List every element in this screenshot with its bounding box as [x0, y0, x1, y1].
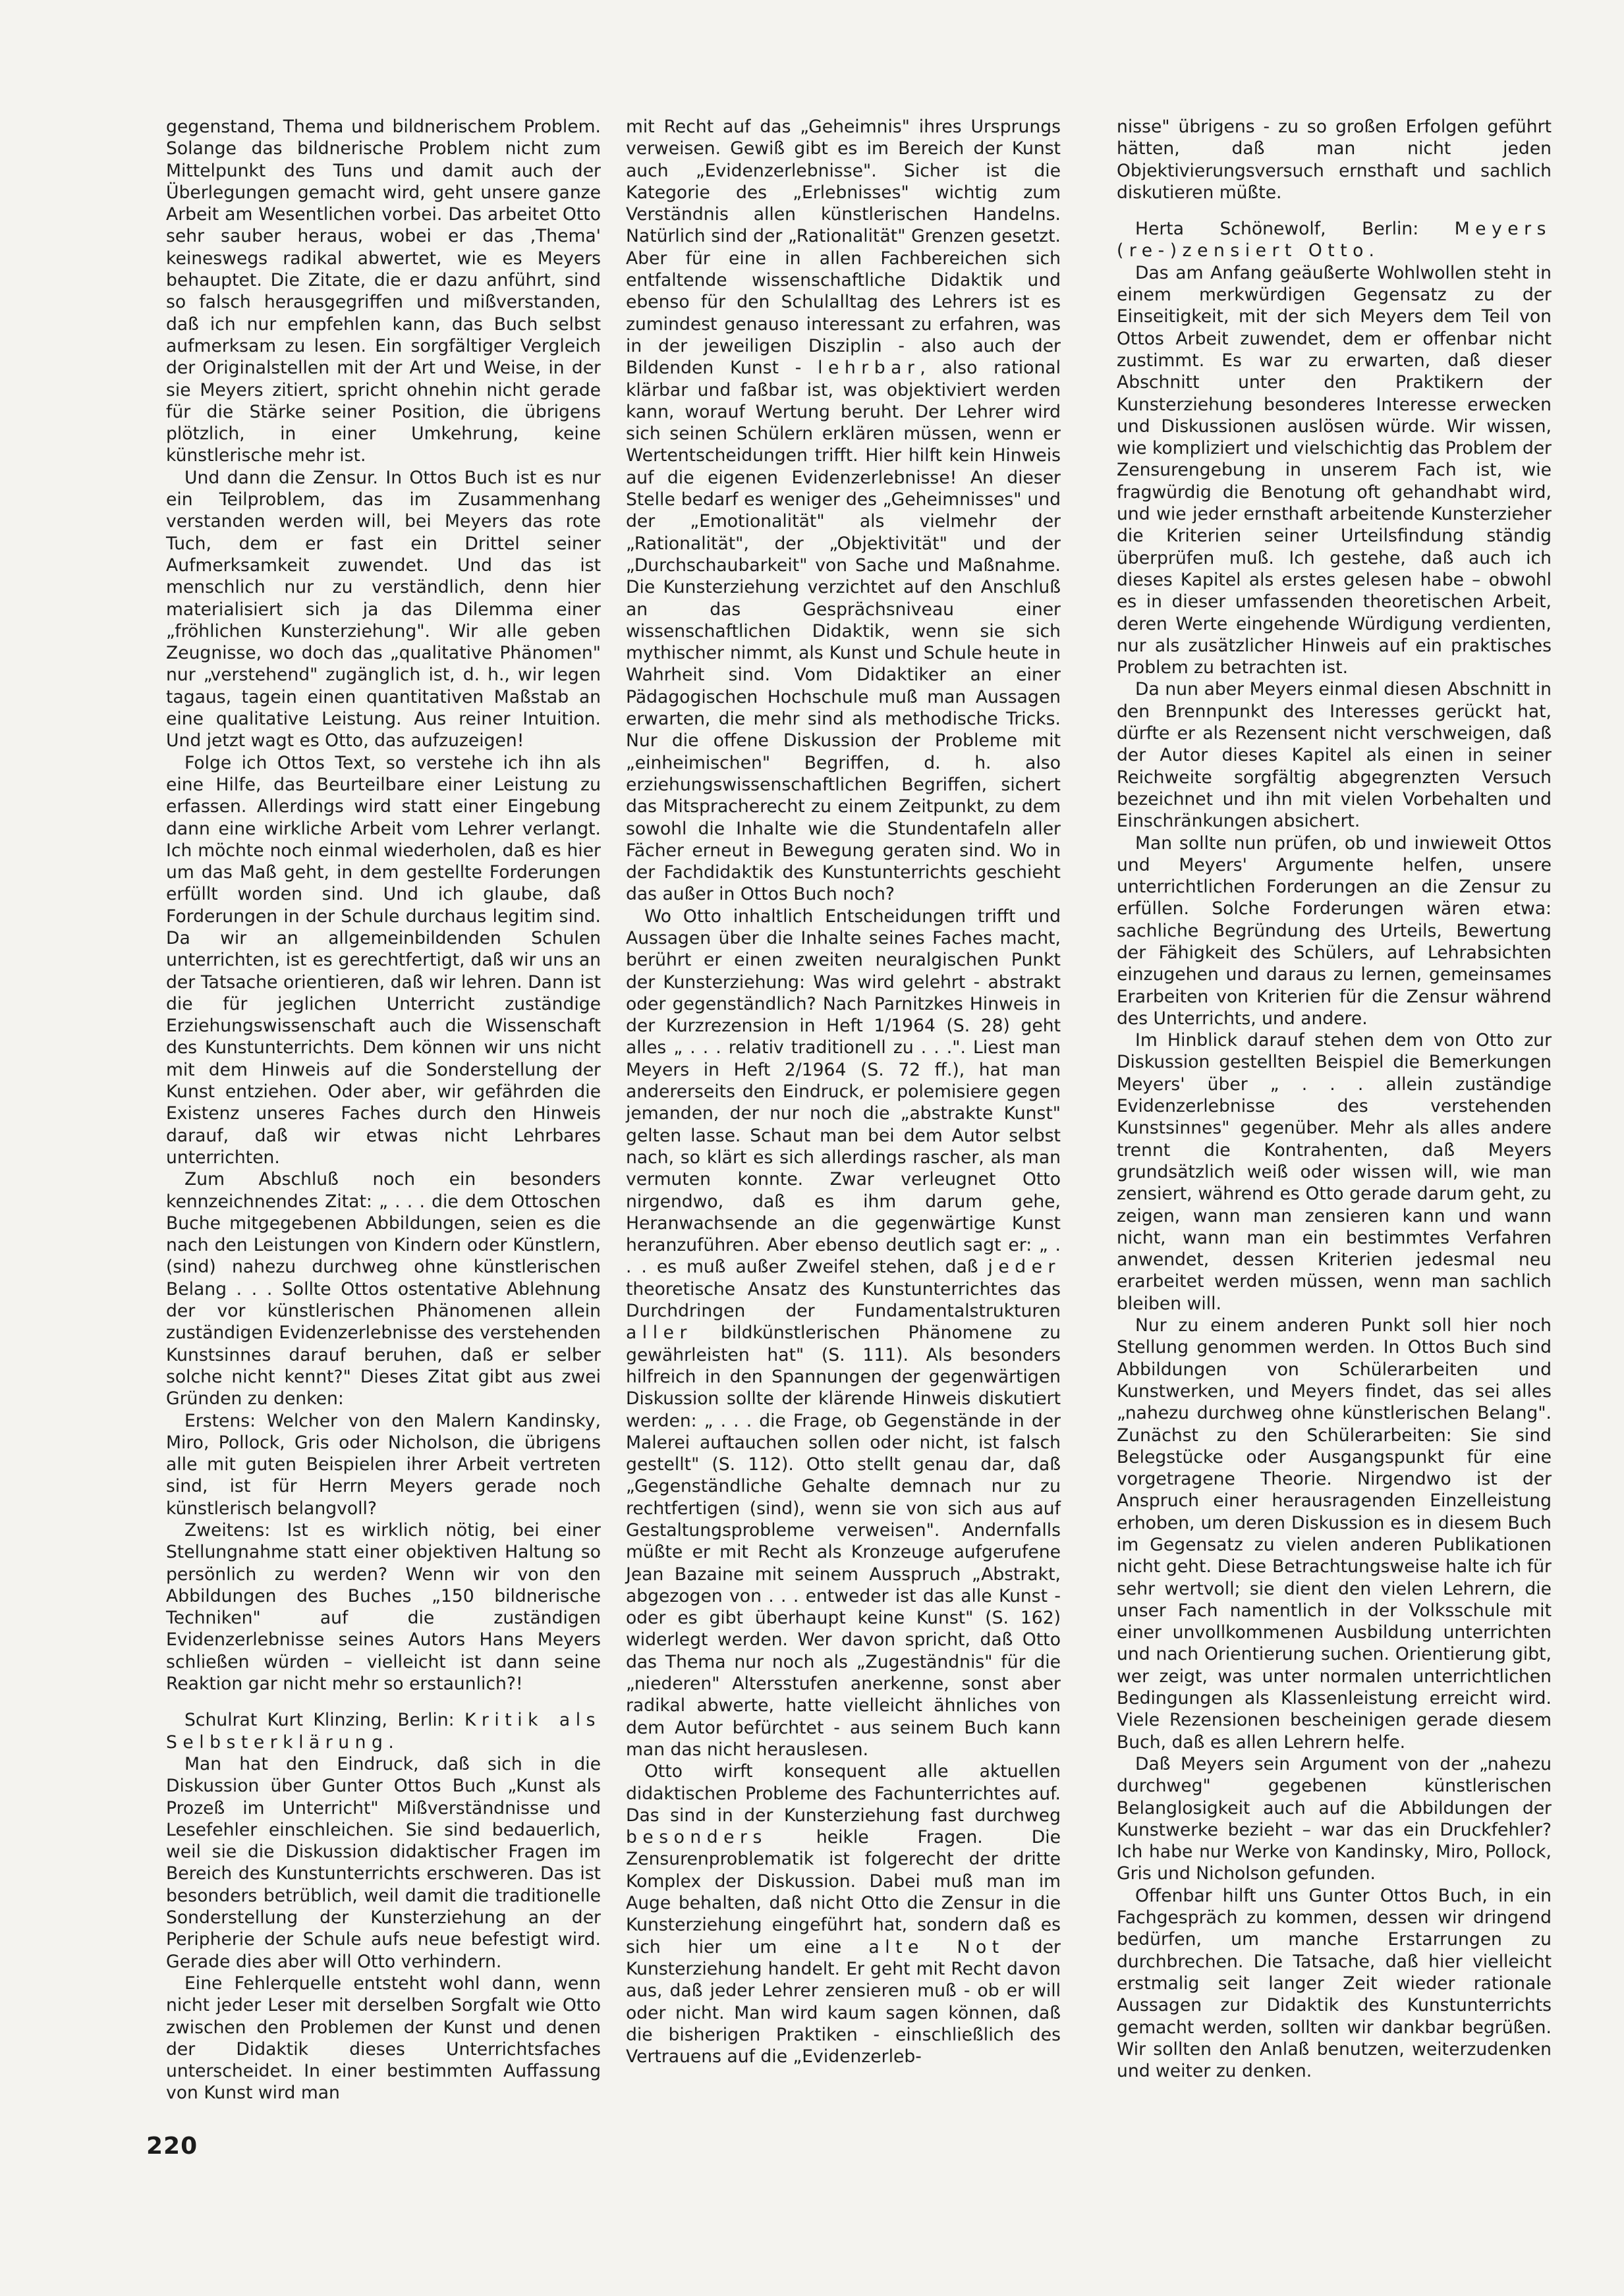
paragraph: Man hat den Eindruck, daß sich in die Diskussion über Gunter Ottos Buch „Kunst als Prozeß im Unterricht" Mißverständnisse und Lesefehler einschleichen. Sie sind bedauerlich, weil sie die Diskussion didaktischer Fragen im Bereich des Kunstunterrichts erschweren. Das ist besonders betrüblich, weil damit die traditionelle Sonderstellung der Kunsterziehung an der Peripherie der Schule aufs neue befestigt wird. Gerade dies aber will Otto verhindern.	[166, 1753, 601, 1972]
emphasis: jeder	[988, 1257, 1061, 1278]
paragraph: Man sollte nun prüfen, ob und inwieweit Ottos und Meyers' Argumente helfen, unsere unterrichtlichen Forderungen an die Zensur zu erfüllen. Solche Forderungen wären etwa: sachliche Begründung des Urteils, Bewertung der Fähigkeit des Schülers, auf Lehrabsichten einzugehen und daraus zu lernen, gemeinsames Erarbeiten von Kriterien für die Zensur während des Unterrichts, und andere.	[1117, 833, 1552, 1029]
paragraph: Folge ich Ottos Text, so verstehe ich ihn als eine Hilfe, das Beurteilbare einer Leistung zu erfassen. Allerdings wird statt einer Eingebung dann eine wirkliche Arbeit vom Lehrer verlangt. Ich möchte noch einmal wiederholen, daß es hier um das Maß geht, in dem gestellte Forderungen erfüllt worden sind. Und ich glaube, daß Forderungen in der Schule durchaus legitim sind. Da wir an allgemeinbildenden Schulen unterrichten, ist es gerechtfertigt, daß wir uns an der Tatsache orientieren, daß wir lehren. Dann ist die für jeglichen Unterricht zuständige Erziehungswissenschaft auch die Wissenschaft des Kunstunterrichts. Dem können wir uns nicht mit dem Hinweis auf die Sonderstellung der Kunst entziehen. Oder aber, wir gefährden die Existenz unseres Faches durch den Hinweis darauf, daß wir etwas nicht Lehrbares unterrichten.	[166, 752, 601, 1168]
paragraph: mit Recht auf das „Geheimnis" ihres Ursprungs verweisen. Gewiß gibt es im Bereich der Kunst auch „Evidenzerlebnisse". Sicher ist die Kategorie des „Erlebnisses" wichtig zum Verständnis allen künstlerischen Handelns. Natürlich sind der „Rationalität" Grenzen gesetzt. Aber für eine in allen Fachbereichen sich entfaltende wissenschaftliche Didaktik und ebenso für den Schulalltag des Lehrers ist es zumindest genauso interessant zu erfahren, was in der jeweiligen Disziplin - also auch der Bildenden Kunst - lehrbar, also rational klärbar und faßbar ist, was objektiviert werden kann, worauf Wertung beruht. Der Lehrer wird sich seinen Schülern erklären müssen, wenn er Wertentscheidungen trifft. Hier hilft kein Hinweis auf die eigenen Evidenzerlebnisse! An dieser Stelle bedarf es weniger des „Geheimnisses" und der „Emotionalität" als vielmehr der „Rationalität", der „Objektivität" und der „Durchschaubarkeit" von Sache und Maßnahme. Die Kunsterziehung verzichtet auf den Anschluß an das Gesprächsniveau einer wissenschaftlichen Didaktik, wenn sie sich mythischer nimmt, als Kunst und Schule heute in Wahrheit sind. Vom Didaktiker an einer Pädagogischen Hochschule muß man Aussagen erwarten, die mehr sind als methodische Tricks. Nur die offene Diskussion der Probleme mit „einheimischen" Begriffen, d. h. also erziehungswissenschaftlichen Begriffen, sichert das Mitspracherecht zu einem Zeitpunkt, zu dem sowohl die Inhalte wie die Stundentafeln aller Fächer erneut in Bewegung geraten sind. Wo in der Fachdidaktik des Kunstunterrichts geschieht das außer in Ottos Buch noch?	[626, 117, 1061, 905]
emphasis: aller	[626, 1323, 692, 1344]
paragraph: Daß Meyers sein Argument von der „nahezu durchweg" gegebenen künstlerischen Belanglosigkeit auch auf die Abbildungen der Kunstwerke bezieht – war das ein Druckfehler? Ich habe nur Werke von Kandinsky, Miro, Pollock, Gris und Nicholson gefunden.	[1117, 1753, 1552, 1884]
emphasis: besonders	[626, 1827, 768, 1848]
section-heading	[166, 1709, 601, 1753]
paragraph: Nur zu einem anderen Punkt soll hier noch Stellung genommen werden. In Ottos Buch sind Abbildungen von Schülerarbeiten und Kunstwerken, und Meyers findet, das sei alles „nahezu durchweg ohne künstlerischen Belang". Zunächst zu den Schülerarbeiten: Sie sind Belegstücke oder Ausgangspunkt für eine vorgetragene Theorie. Nirgendwo ist der Anspruch einer herausragenden Einzelleistung erhoben, um deren Diskussion es in diesem Buch im Gegensatz zu vielen anderen Publikationen nicht geht. Diese Betrachtungsweise halte ich für sehr wertvoll; sie dient den vielen Lehrern, die unser Fach namentlich in der Volksschule mit einer unvollkommenen Ausbildung unterrichten und nach Orientierung suchen. Orientierung gibt, wer zeigt, was unter normalen unterrichtlichen Bedingungen als Klassenleistung erreicht wird. Viele Rezensionen bescheinigen gerade diesem Buch, daß es allen Lehrern helfe.	[1117, 1315, 1552, 1753]
section-author: Herta Schönewolf, Berlin:	[1135, 219, 1419, 240]
paragraph: Erstens: Welcher von den Malern Kandinsky, Miro, Pollock, Gris oder Nicholson, die übrigens alle mit guten Beispielen ihrer Arbeit vertreten sind, ist für Herrn Meyers gerade noch künstlerisch belangvoll?	[166, 1410, 601, 1519]
paragraph: Offenbar hilft uns Gunter Ottos Buch, in ein Fachgespräch zu kommen, dessen wir dringend bedürfen, um manche Erstarrungen zu durchbrechen. Die Tatsache, daß hier vielleicht erstmalig seit langer Zeit wieder rationale Aussagen zur Didaktik des Kunstunterrichts gemacht werden, sollten wir dankbar begrüßen. Wir sollten den Anlaß benutzen, weiterzudenken und weiter zu denken.	[1117, 1885, 1552, 2082]
section-author: Schulrat Kurt Klinzing, Berlin:	[184, 1710, 455, 1731]
paragraph: gegenstand, Thema und bildnerischem Problem. Solange das bildnerische Problem nicht zum Mittelpunkt des Tuns und damit auch der Überlegungen gemacht wird, geht unsere ganze Arbeit am Wesentlichen vorbei. Das arbeitet Otto sehr sauber heraus, wobei er das ‚Thema' keineswegs radikal abwertet, wie es Meyers behauptet. Die Zitate, die er dazu anführt, sind so falsch herausgegriffen und mißverstanden, daß ich nur empfehlen kann, das Buch selbst aufmerksam zu lesen. Ein sorgfältiger Vergleich der Originalstellen mit der Art und Weise, in der sie Meyers zitiert, spricht ohnehin nicht gerade für die Stärke seiner Position, die übrigens plötzlich, in einer Umkehrung, keine künstlerische mehr ist.	[166, 117, 601, 466]
text-column-right	[1117, 116, 1552, 2082]
paragraph: Zweitens: Ist es wirklich nötig, bei einer Stellungnahme statt einer objektiven Haltung so persönlich zu werden? Wenn wir von den Abbildungen des Buches „150 bildnerische Techniken" auf die zuständigen Evidenzerlebnisse seines Autors Hans Meyers schließen würden – vielleicht ist dann seine Reaktion gar nicht mehr so erstaunlich?!	[166, 1520, 601, 1695]
paragraph: Otto wirft konsequent alle aktuellen didaktischen Probleme des Fachunterrichtes auf. Das sind in der Kunsterziehung fast durchweg besonders heikle Fragen. Die Zensurenproblematik ist folgerecht der dritte Komplex der Diskussion. Dabei muß man im Auge behalten, daß nicht Otto die Zensur in die Kunsterziehung eingeführt hat, sondern daß es sich hier um eine alte Not der Kunsterziehung handelt. Er geht mit Recht davon aus, daß jeder Lehrer zensieren muß - ob er will oder nicht. Man wird kaum sagen können, daß die bisherigen Praktiken - einschließlich des Vertrauens auf die „Evidenzerleb-	[626, 1761, 1061, 2067]
paragraph: nisse" übrigens - zu so großen Erfolgen geführt hätten, daß man nicht jeden Objektivierungsversuch ernsthaft und sachlich diskutieren müßte.	[1117, 117, 1552, 203]
text-column-left	[166, 116, 601, 2104]
paragraph: Zum Abschluß noch ein besonders kennzeichnendes Zitat: „ . . . die dem Ottoschen Buche mitgegebenen Abbildungen, seien es die nach den Leistungen von Kindern oder Künstlern, (sind) nahezu durchweg ohne künstlerischen Belang . . . Sollte Ottos ostentative Ablehnung der vor künstlerischen Phänomenen allein zuständigen Evidenzerlebnisse des verstehenden Kunstsinnes darauf beruhen, daß er selber solche nicht kennt?" Dieses Zitat gibt aus zwei Gründen zu denken:	[166, 1169, 601, 1409]
paragraph: Im Hinblick darauf stehen dem von Otto zur Diskussion gestellten Beispiel die Bemerkungen Meyers' über „ . . . allein zuständige Evidenzerlebnisse des verstehenden Kunstsinnes" gegenüber. Mehr als alles andere trennt die Kontrahenten, daß Meyers grundsätzlich weiß oder wissen will, wie man zensiert, während es Otto gerade darum geht, zu zeigen, wann man zensieren kann und wann nicht, wann man ein bestimmtes Verfahren anwendet, dessen Kriterien jedesmal neu erarbeitet werden müssen, wenn man sachlich bleiben will.	[1117, 1030, 1552, 1314]
text-column-middle	[626, 116, 1061, 2067]
paragraph: Das am Anfang geäußerte Wohlwollen steht in einem merkwürdigen Gegensatz zu der Einseitigkeit, mit der sich Meyers dem Teil von Ottos Arbeit zuwendet, dem er offenbar nicht zustimmt. Es war zu erwarten, daß dieser Abschnitt unter den Praktikern der Kunsterziehung besonderes Interesse erwecken und Diskussionen auslösen würde. Wir wissen, wie kompliziert und vielschichtig das Problem der Zensurengebung in unserem Fach ist, wie fragwürdig die Benotung oft gehandhabt wird, und wie jeder ernsthaft arbeitende Kunsterzieher die Kriterien seiner Urteilsfindung ständig überprüfen muß. Ich gestehe, daß auch ich dieses Kapitel als erstes gelesen habe – obwohl es in dieser umfassenden theoretischen Arbeit, deren Werte eingehende Würdigung verdienten, nur als zusätzlicher Hinweis auf ein praktisches Problem zu betrachten ist.	[1117, 262, 1552, 678]
section-title: Kritik als Selbsterklärung.	[166, 1710, 601, 1753]
section-title: Meyers (re-)zensiert Otto.	[1117, 219, 1552, 261]
emphasis: lehrbar	[818, 358, 920, 379]
paragraph: Da nun aber Meyers einmal diesen Abschnitt in den Brennpunkt des Interesses gerückt hat, dürfte er als Rezensent nicht verschweigen, daß der Autor dieses Kapitel als einen in seiner Reichweite sorgfältig abgegrenzten Versuch bezeichnet und ihn mit vielen Vorbehalten und Einschränkungen absichert.	[1117, 679, 1552, 832]
section-heading	[1117, 218, 1552, 262]
paragraph: Wo Otto inhaltlich Entscheidungen trifft und Aussagen über die Inhalte seines Faches macht, berührt er einen zweiten neuralgischen Punkt der Kunsterziehung: Was wird gelehrt - abstrakt oder gegenständlich? Nach Parnitzkes Hinweis in der Kurzrezension in Heft 1/1964 (S. 28) geht alles „ . . . relativ traditionell zu . . .". Liest man Meyers in Heft 2/1964 (S. 72 ff.), hat man andererseits den Eindruck, er polemisiere gegen jemanden, der nur noch die „abstrakte Kunst" gelten lasse. Schaut man bei dem Autor selbst nach, so klärt es sich allerdings rascher, als man vermuten konnte. Zwar verleugnet Otto nirgendwo, daß es ihm darum gehe, Heranwachsende an die gegenwärtige Kunst heranzuführen. Aber ebenso deutlich sagt er: „ . . . es muß außer Zweifel stehen, daß jeder theoretische Ansatz des Kunstunterrichtes das Durchdringen der Fundamentalstrukturen aller bildkünstlerischen Phänomene zu gewährleisten hat" (S. 111). Als besonders hilfreich in den Spannungen der gegenwärtigen Diskussion sollte der klärende Hinweis diskutiert werden: „ . . . die Frage, ob Gegenstände in der Malerei auftauchen sollen oder nicht, ist falsch gestellt" (S. 112). Otto stellt genau dar, daß „Gegenständliche Gehalte demnach nur zu rechtfertigen (sind), wenn sie von sich aus auf Gestaltungsprobleme verweisen". Andernfalls müßte er mit Recht als Kronzeuge aufgerufene Jean Bazaine mit seinem Ausspruch „Abstrakt, abgezogen von . . . entweder ist das alle Kunst - oder es gibt überhaupt keine Kunst" (S. 162) widerlegt werden. Wer davon spricht, daß Otto das Thema nur noch als „Zugeständnis" für die „niederen" Altersstufen anerkenne, sonst aber radikal abwerte, hatte vielleicht ähnliches von dem Autor befürchtet - aus seinem Buch kann man das nicht herauslesen.	[626, 906, 1061, 1760]
page-number: 220	[146, 2133, 198, 2160]
paragraph: Und dann die Zensur. In Ottos Buch ist es nur ein Teilproblem, das im Zusammenhang verstanden werden will, bei Meyers das rote Tuch, dem er fast ein Drittel seiner Aufmerksamkeit zuwendet. Und das ist menschlich nur zu verständlich, denn hier materialisiert sich ja das Dilemma einer „fröhlichen Kunsterziehung". Wir alle geben Zeugnisse, wo doch das „qualitative Phänomen" nur „verstehend" zugänglich ist, d. h., wir legen tagaus, tagein einen quantitativen Maßstab an eine qualitative Leistung. Aus reiner Intuition. Und jetzt wagt es Otto, das aufzuzeigen!	[166, 467, 601, 752]
paragraph: Eine Fehlerquelle entsteht wohl dann, wenn nicht jeder Leser mit derselben Sorgfalt wie Otto zwischen den Problemen der Kunst und denen der Didaktik dieses Unterrichtsfaches unterscheidet. In einer bestimmten Auffassung von Kunst wird man	[166, 1973, 601, 2104]
emphasis: alte Not	[868, 1936, 1005, 1957]
